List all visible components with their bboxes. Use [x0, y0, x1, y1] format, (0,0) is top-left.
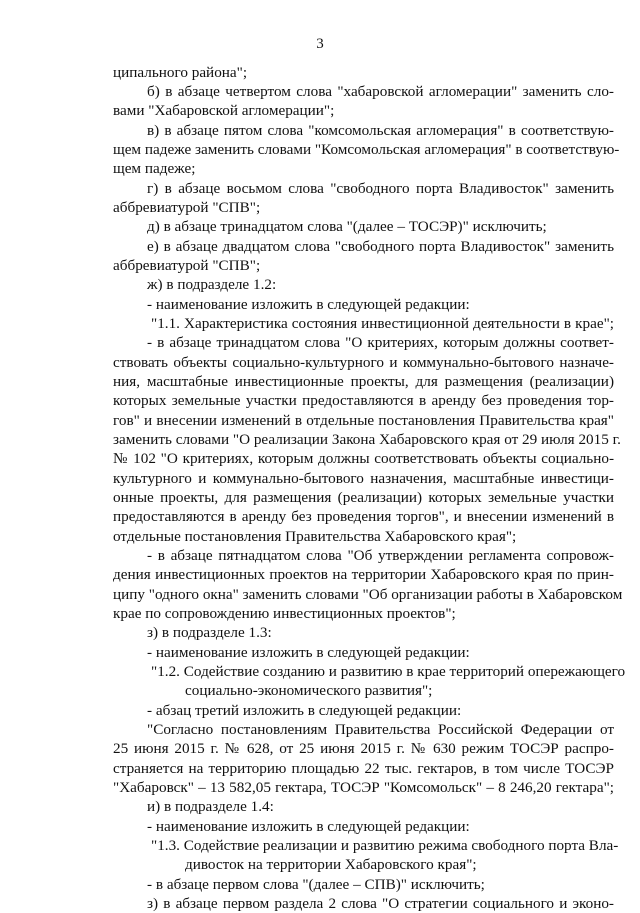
text-line: з) в подразделе 1.3:: [147, 624, 272, 641]
text-line: "1.3. Содействие реализации и развитию режима свободного порта Вла-: [151, 837, 619, 854]
text-line: которых земельные участки предоставляются в аренду без проведения тор-: [113, 392, 614, 409]
text-line: аббревиатурой "СПВ";: [113, 199, 261, 216]
page-number: 3: [316, 36, 324, 52]
text-line: гов" и внесении изменений в отдельные постановления Правительства края": [113, 412, 614, 429]
text-line: б) в абзаце четвертом слова "хабаровской агломерации" заменить сло-: [147, 83, 614, 100]
text-line: дивосток на территории Хабаровского края";: [185, 856, 477, 873]
text-line: дения инвестиционных проектов на территории Хабаровского края по прин-: [113, 566, 614, 583]
text-line: щем падеже заменить словами "Комсомольская агломерация" в соответствую-: [113, 141, 620, 158]
text-line: предоставляются в аренду без проведения торгов", и внесении изменений в: [113, 508, 614, 525]
text-line: страняется на территорию площадью 22 тыс. гектаров, в том числе ТОСЭР: [113, 760, 614, 777]
text-line: отдельные постановления Правительства Хабаровского края";: [113, 528, 517, 545]
text-line: - абзац третий изложить в следующей редакции:: [147, 702, 462, 719]
text-line: д) в абзаце тринадцатом слова "(далее – ТОСЭР)" исключить;: [147, 218, 547, 235]
text-line: з) в абзаце первом раздела 2 слова "О стратегии социального и эконо-: [147, 895, 614, 912]
text-line: г) в абзаце восьмом слова "свободного порта Владивосток" заменить: [147, 180, 614, 197]
text-line: "1.1. Характеристика состояния инвестиционной деятельности в крае";: [151, 315, 614, 332]
text-line: и) в подразделе 1.4:: [147, 798, 274, 815]
text-line: - в абзаце тринадцатом слова "О критериях, которым должны соответ-: [147, 334, 614, 351]
text-line: ципального района";: [113, 64, 248, 81]
text-line: "1.2. Содействие созданию и развитию в крае территорий опережающего: [151, 663, 626, 680]
text-line: ципу "одного окна" заменить словами "Об организации работы в Хабаровском: [113, 586, 623, 603]
text-line: в) в абзаце пятом слова "комсомольская агломерация" в соответствую-: [147, 122, 614, 139]
text-line: е) в абзаце двадцатом слова "свободного порта Владивосток" заменить: [147, 238, 614, 255]
text-line: - наименование изложить в следующей редакции:: [147, 818, 470, 835]
text-line: щем падеже;: [113, 160, 196, 177]
text-line: вами "Хабаровской агломерации";: [113, 102, 335, 119]
text-line: - наименование изложить в следующей редакции:: [147, 644, 470, 661]
text-line: 25 июня 2015 г. № 628, от 25 июня 2015 г. № 630 режим ТОСЭР распро-: [113, 740, 614, 757]
text-line: - наименование изложить в следующей редакции:: [147, 296, 470, 313]
text-line: № 102 "О критериях, которым должны соответствовать объекты социально-: [113, 450, 614, 467]
text-line: аббревиатурой "СПВ";: [113, 257, 261, 274]
text-line: "Согласно постановлениям Правительства Российской Федерации от: [147, 721, 614, 738]
text-line: ствовать объекты социально-культурного и коммунально-бытового назначе-: [113, 354, 614, 371]
text-line: - в абзаце первом слова "(далее – СПВ)" исключить;: [147, 876, 485, 893]
text-line: заменить словами "О реализации Закона Хабаровского края от 29 июля 2015 г.: [113, 431, 621, 448]
text-line: социально-экономического развития";: [185, 682, 433, 699]
text-line: онные проекты, для размещения (реализации) которых земельные участки: [113, 489, 614, 506]
text-line: ж) в подразделе 1.2:: [147, 276, 277, 293]
text-line: культурного и коммунально-бытового назначения, масштабные инвестици-: [113, 470, 614, 487]
text-line: ния, масштабные инвестиционные проекты, для размещения (реализации): [113, 373, 614, 390]
text-line: крае по сопровождению инвестиционных проектов";: [113, 605, 456, 622]
text-line: "Хабаровск" – 13 582,05 гектара, ТОСЭР "Комсомольск" – 8 246,20 гектара";: [113, 779, 614, 796]
text-line: - в абзаце пятнадцатом слова "Об утверждении регламента сопровож-: [147, 547, 614, 564]
